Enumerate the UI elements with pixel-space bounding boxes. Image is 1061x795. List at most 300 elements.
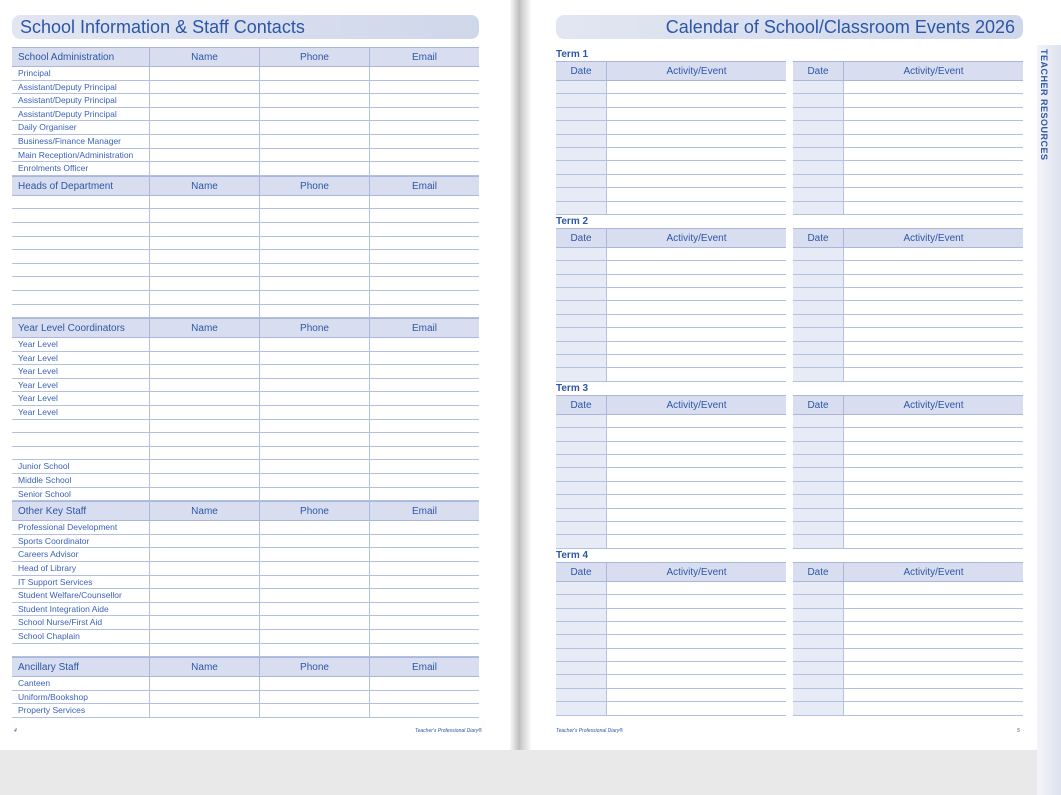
entry-cell[interactable] [259, 562, 369, 575]
date-cell[interactable] [793, 522, 843, 534]
entry-cell[interactable] [259, 433, 369, 446]
date-cell[interactable] [793, 609, 843, 621]
entry-cell[interactable] [369, 677, 479, 690]
entry-cell[interactable] [149, 677, 259, 690]
date-cell[interactable] [556, 94, 606, 106]
entry-cell[interactable] [369, 196, 479, 209]
entry-cell[interactable] [149, 379, 259, 392]
date-cell[interactable] [793, 342, 843, 354]
entry-cell[interactable] [369, 603, 479, 616]
date-cell[interactable] [556, 622, 606, 634]
date-cell[interactable] [556, 315, 606, 327]
activity-cell[interactable] [606, 455, 786, 467]
entry-cell[interactable] [259, 677, 369, 690]
date-cell[interactable] [556, 702, 606, 714]
date-cell[interactable] [556, 368, 606, 380]
entry-cell[interactable] [149, 406, 259, 419]
entry-cell[interactable] [369, 433, 479, 446]
entry-cell[interactable] [259, 250, 369, 263]
entry-cell[interactable] [259, 338, 369, 351]
entry-cell[interactable] [149, 630, 259, 643]
entry-cell[interactable] [259, 94, 369, 107]
entry-cell[interactable] [149, 264, 259, 277]
activity-cell[interactable] [843, 522, 1023, 534]
entry-cell[interactable] [369, 250, 479, 263]
entry-cell[interactable] [149, 237, 259, 250]
entry-cell[interactable] [149, 121, 259, 134]
activity-cell[interactable] [843, 161, 1023, 173]
entry-cell[interactable] [369, 406, 479, 419]
activity-cell[interactable] [606, 442, 786, 454]
date-cell[interactable] [556, 649, 606, 661]
activity-cell[interactable] [843, 202, 1023, 214]
entry-cell[interactable] [259, 576, 369, 589]
activity-cell[interactable] [606, 689, 786, 701]
date-cell[interactable] [793, 689, 843, 701]
entry-cell[interactable] [149, 603, 259, 616]
entry-cell[interactable] [149, 562, 259, 575]
entry-cell[interactable] [259, 149, 369, 162]
activity-cell[interactable] [606, 662, 786, 674]
date-cell[interactable] [556, 261, 606, 273]
activity-cell[interactable] [606, 301, 786, 313]
date-cell[interactable] [556, 442, 606, 454]
entry-cell[interactable] [149, 535, 259, 548]
activity-cell[interactable] [843, 582, 1023, 594]
date-cell[interactable] [556, 121, 606, 133]
entry-cell[interactable] [149, 548, 259, 561]
activity-cell[interactable] [606, 288, 786, 300]
entry-cell[interactable] [259, 365, 369, 378]
activity-cell[interactable] [843, 355, 1023, 367]
activity-cell[interactable] [843, 509, 1023, 521]
contact-row [12, 67, 479, 81]
date-cell[interactable] [793, 288, 843, 300]
activity-cell[interactable] [606, 202, 786, 214]
entry-cell[interactable] [149, 460, 259, 473]
date-cell[interactable] [793, 81, 843, 93]
entry-cell[interactable] [369, 135, 479, 148]
date-cell[interactable] [556, 482, 606, 494]
entry-cell[interactable] [259, 589, 369, 602]
activity-cell[interactable] [606, 522, 786, 534]
entry-cell[interactable] [149, 352, 259, 365]
activity-cell[interactable] [606, 81, 786, 93]
activity-cell[interactable] [843, 635, 1023, 647]
role-label [12, 237, 149, 250]
entry-cell[interactable] [259, 162, 369, 175]
date-cell[interactable] [556, 582, 606, 594]
date-cell[interactable] [793, 482, 843, 494]
date-cell[interactable] [793, 248, 843, 260]
entry-cell[interactable] [259, 121, 369, 134]
date-cell[interactable] [793, 368, 843, 380]
activity-cell[interactable] [843, 328, 1023, 340]
date-cell[interactable] [556, 455, 606, 467]
entry-cell[interactable] [149, 94, 259, 107]
entry-cell[interactable] [369, 121, 479, 134]
entry-cell[interactable] [149, 291, 259, 304]
entry-cell[interactable] [259, 704, 369, 717]
date-cell[interactable] [556, 342, 606, 354]
activity-cell[interactable] [843, 135, 1023, 147]
activity-cell[interactable] [843, 609, 1023, 621]
entry-cell[interactable] [149, 447, 259, 460]
date-cell[interactable] [556, 495, 606, 507]
entry-cell[interactable] [369, 67, 479, 80]
date-cell[interactable] [793, 468, 843, 480]
date-cell[interactable] [793, 315, 843, 327]
date-cell[interactable] [793, 301, 843, 313]
entry-cell[interactable] [149, 338, 259, 351]
entry-cell[interactable] [369, 379, 479, 392]
date-cell[interactable] [793, 535, 843, 547]
entry-cell[interactable] [369, 644, 479, 657]
activity-cell[interactable] [843, 261, 1023, 273]
date-cell[interactable] [556, 188, 606, 200]
entry-cell[interactable] [149, 250, 259, 263]
activity-cell[interactable] [843, 495, 1023, 507]
entry-cell[interactable] [259, 644, 369, 657]
entry-cell[interactable] [149, 704, 259, 717]
entry-cell[interactable] [369, 589, 479, 602]
entry-cell[interactable] [369, 352, 479, 365]
activity-cell[interactable] [606, 121, 786, 133]
activity-cell[interactable] [843, 468, 1023, 480]
activity-cell[interactable] [843, 595, 1023, 607]
date-cell[interactable] [556, 468, 606, 480]
activity-cell[interactable] [843, 108, 1023, 120]
entry-cell[interactable] [369, 535, 479, 548]
entry-cell[interactable] [149, 135, 259, 148]
activity-cell[interactable] [606, 315, 786, 327]
entry-cell[interactable] [149, 589, 259, 602]
activity-cell[interactable] [606, 188, 786, 200]
date-cell[interactable] [793, 161, 843, 173]
activity-cell[interactable] [606, 468, 786, 480]
entry-cell[interactable] [369, 264, 479, 277]
activity-cell[interactable] [843, 188, 1023, 200]
role-label [12, 209, 149, 222]
activity-cell[interactable] [843, 368, 1023, 380]
date-cell[interactable] [556, 135, 606, 147]
entry-cell[interactable] [149, 162, 259, 175]
entry-cell[interactable] [259, 291, 369, 304]
date-cell[interactable] [556, 175, 606, 187]
contact-row [12, 603, 479, 617]
activity-cell[interactable] [843, 442, 1023, 454]
date-cell[interactable] [793, 428, 843, 440]
entry-cell[interactable] [149, 691, 259, 704]
activity-cell[interactable] [843, 689, 1023, 701]
entry-cell[interactable] [369, 305, 479, 318]
date-cell[interactable] [793, 595, 843, 607]
entry-cell[interactable] [369, 162, 479, 175]
entry-cell[interactable] [259, 521, 369, 534]
activity-cell[interactable] [606, 675, 786, 687]
date-cell[interactable] [793, 622, 843, 634]
date-cell[interactable] [793, 415, 843, 427]
date-cell[interactable] [556, 301, 606, 313]
date-cell[interactable] [556, 522, 606, 534]
date-cell[interactable] [793, 121, 843, 133]
date-cell[interactable] [556, 81, 606, 93]
activity-cell[interactable] [606, 328, 786, 340]
activity-cell[interactable] [606, 175, 786, 187]
activity-cell[interactable] [606, 108, 786, 120]
date-cell[interactable] [793, 635, 843, 647]
activity-cell[interactable] [843, 702, 1023, 714]
entry-cell[interactable] [369, 474, 479, 487]
activity-cell[interactable] [843, 121, 1023, 133]
activity-cell[interactable] [843, 301, 1023, 313]
activity-cell[interactable] [606, 355, 786, 367]
entry-cell[interactable] [369, 488, 479, 501]
entry-cell[interactable] [259, 108, 369, 121]
entry-cell[interactable] [149, 474, 259, 487]
date-cell[interactable] [556, 428, 606, 440]
date-cell[interactable] [793, 509, 843, 521]
entry-cell[interactable] [149, 305, 259, 318]
entry-cell[interactable] [149, 433, 259, 446]
activity-cell[interactable] [843, 535, 1023, 547]
activity-cell[interactable] [606, 495, 786, 507]
entry-cell[interactable] [369, 447, 479, 460]
date-cell[interactable] [793, 662, 843, 674]
activity-cell[interactable] [606, 509, 786, 521]
entry-cell[interactable] [259, 535, 369, 548]
entry-cell[interactable] [259, 209, 369, 222]
date-cell[interactable] [556, 675, 606, 687]
entry-cell[interactable] [149, 209, 259, 222]
entry-cell[interactable] [369, 562, 479, 575]
event-row [556, 301, 786, 314]
activity-cell[interactable] [843, 315, 1023, 327]
date-cell[interactable] [793, 175, 843, 187]
activity-cell[interactable] [843, 622, 1023, 634]
date-cell[interactable] [556, 509, 606, 521]
date-cell[interactable] [793, 455, 843, 467]
column-header: Email [369, 177, 479, 195]
entry-cell[interactable] [369, 521, 479, 534]
entry-cell[interactable] [259, 67, 369, 80]
entry-cell[interactable] [369, 94, 479, 107]
entry-cell[interactable] [369, 108, 479, 121]
date-cell[interactable] [556, 595, 606, 607]
entry-cell[interactable] [369, 392, 479, 405]
entry-cell[interactable] [149, 576, 259, 589]
entry-cell[interactable] [259, 196, 369, 209]
date-cell[interactable] [793, 702, 843, 714]
entry-cell[interactable] [149, 223, 259, 236]
entry-cell[interactable] [149, 644, 259, 657]
entry-cell[interactable] [369, 548, 479, 561]
date-cell[interactable] [556, 148, 606, 160]
entry-cell[interactable] [149, 392, 259, 405]
activity-cell[interactable] [606, 161, 786, 173]
entry-cell[interactable] [259, 488, 369, 501]
entry-cell[interactable] [259, 548, 369, 561]
date-cell[interactable] [556, 609, 606, 621]
date-cell[interactable] [556, 355, 606, 367]
date-cell[interactable] [793, 328, 843, 340]
activity-cell[interactable] [606, 342, 786, 354]
entry-cell[interactable] [259, 616, 369, 629]
activity-cell[interactable] [843, 649, 1023, 661]
date-cell[interactable] [556, 248, 606, 260]
entry-cell[interactable] [369, 237, 479, 250]
activity-cell[interactable] [606, 135, 786, 147]
activity-cell[interactable] [606, 635, 786, 647]
activity-cell[interactable] [843, 94, 1023, 106]
entry-cell[interactable] [259, 305, 369, 318]
activity-cell[interactable] [606, 368, 786, 380]
entry-cell[interactable] [369, 338, 479, 351]
entry-cell[interactable] [259, 630, 369, 643]
entry-cell[interactable] [369, 149, 479, 162]
event-row [793, 428, 1023, 441]
date-cell[interactable] [556, 328, 606, 340]
date-cell[interactable] [793, 355, 843, 367]
entry-cell[interactable] [259, 392, 369, 405]
entry-cell[interactable] [259, 406, 369, 419]
activity-cell[interactable] [606, 482, 786, 494]
entry-cell[interactable] [259, 460, 369, 473]
entry-cell[interactable] [149, 108, 259, 121]
date-cell[interactable] [556, 689, 606, 701]
entry-cell[interactable] [369, 616, 479, 629]
activity-cell[interactable] [606, 415, 786, 427]
event-table [793, 395, 1023, 549]
entry-cell[interactable] [369, 277, 479, 290]
activity-cell[interactable] [606, 94, 786, 106]
entry-cell[interactable] [149, 277, 259, 290]
activity-cell[interactable] [606, 148, 786, 160]
role-label [12, 196, 149, 209]
entry-cell[interactable] [149, 149, 259, 162]
entry-cell[interactable] [259, 81, 369, 94]
role-label: Daily Organiser [18, 122, 77, 133]
entry-cell[interactable] [259, 352, 369, 365]
date-cell[interactable] [793, 135, 843, 147]
activity-cell[interactable] [843, 81, 1023, 93]
entry-cell[interactable] [369, 291, 479, 304]
activity-cell[interactable] [843, 482, 1023, 494]
date-cell[interactable] [793, 275, 843, 287]
activity-cell[interactable] [606, 609, 786, 621]
entry-cell[interactable] [369, 630, 479, 643]
entry-cell[interactable] [369, 460, 479, 473]
activity-cell[interactable] [606, 428, 786, 440]
entry-cell[interactable] [259, 379, 369, 392]
activity-cell[interactable] [843, 248, 1023, 260]
date-cell[interactable] [556, 288, 606, 300]
event-row [556, 582, 786, 595]
entry-cell[interactable] [149, 420, 259, 433]
entry-cell[interactable] [369, 691, 479, 704]
entry-cell[interactable] [259, 447, 369, 460]
entry-cell[interactable] [369, 81, 479, 94]
entry-cell[interactable] [149, 521, 259, 534]
entry-cell[interactable] [369, 704, 479, 717]
date-cell[interactable] [793, 148, 843, 160]
entry-cell[interactable] [259, 603, 369, 616]
activity-cell[interactable] [606, 582, 786, 594]
entry-cell[interactable] [259, 264, 369, 277]
date-cell[interactable] [793, 261, 843, 273]
activity-cell[interactable] [843, 428, 1023, 440]
entry-cell[interactable] [369, 223, 479, 236]
entry-cell[interactable] [259, 223, 369, 236]
date-cell[interactable] [556, 161, 606, 173]
entry-cell[interactable] [259, 691, 369, 704]
activity-cell[interactable] [843, 175, 1023, 187]
date-cell[interactable] [793, 495, 843, 507]
date-cell[interactable] [793, 675, 843, 687]
date-cell[interactable] [793, 108, 843, 120]
date-cell[interactable] [556, 108, 606, 120]
teacher-resources-tab[interactable] [1037, 45, 1061, 795]
activity-cell[interactable] [606, 535, 786, 547]
entry-cell[interactable] [149, 616, 259, 629]
entry-cell[interactable] [259, 277, 369, 290]
entry-cell[interactable] [149, 81, 259, 94]
entry-cell[interactable] [369, 576, 479, 589]
activity-cell[interactable] [606, 622, 786, 634]
date-header: Date [807, 232, 829, 244]
entry-cell[interactable] [259, 420, 369, 433]
activity-cell[interactable] [843, 455, 1023, 467]
activity-cell[interactable] [843, 662, 1023, 674]
date-cell[interactable] [556, 415, 606, 427]
activity-cell[interactable] [843, 148, 1023, 160]
date-cell[interactable] [793, 442, 843, 454]
entry-cell[interactable] [259, 474, 369, 487]
date-cell[interactable] [793, 94, 843, 106]
entry-cell[interactable] [149, 365, 259, 378]
activity-cell[interactable] [606, 248, 786, 260]
entry-cell[interactable] [369, 209, 479, 222]
entry-cell[interactable] [259, 135, 369, 148]
date-cell[interactable] [793, 582, 843, 594]
activity-cell[interactable] [606, 275, 786, 287]
activity-cell[interactable] [606, 595, 786, 607]
date-cell[interactable] [556, 662, 606, 674]
entry-cell[interactable] [369, 365, 479, 378]
entry-cell[interactable] [149, 67, 259, 80]
activity-cell[interactable] [606, 649, 786, 661]
activity-cell[interactable] [843, 288, 1023, 300]
date-cell[interactable] [793, 202, 843, 214]
activity-cell[interactable] [843, 675, 1023, 687]
date-cell[interactable] [556, 275, 606, 287]
entry-cell[interactable] [149, 488, 259, 501]
section-heading: Other Key Staff [18, 506, 87, 518]
activity-cell[interactable] [606, 261, 786, 273]
activity-cell[interactable] [843, 275, 1023, 287]
activity-cell[interactable] [843, 342, 1023, 354]
activity-cell[interactable] [606, 702, 786, 714]
entry-cell[interactable] [259, 237, 369, 250]
date-cell[interactable] [556, 202, 606, 214]
date-cell[interactable] [556, 535, 606, 547]
entry-cell[interactable] [149, 196, 259, 209]
date-cell[interactable] [556, 635, 606, 647]
entry-cell[interactable] [369, 420, 479, 433]
activity-cell[interactable] [843, 415, 1023, 427]
date-cell[interactable] [793, 188, 843, 200]
date-cell[interactable] [793, 649, 843, 661]
